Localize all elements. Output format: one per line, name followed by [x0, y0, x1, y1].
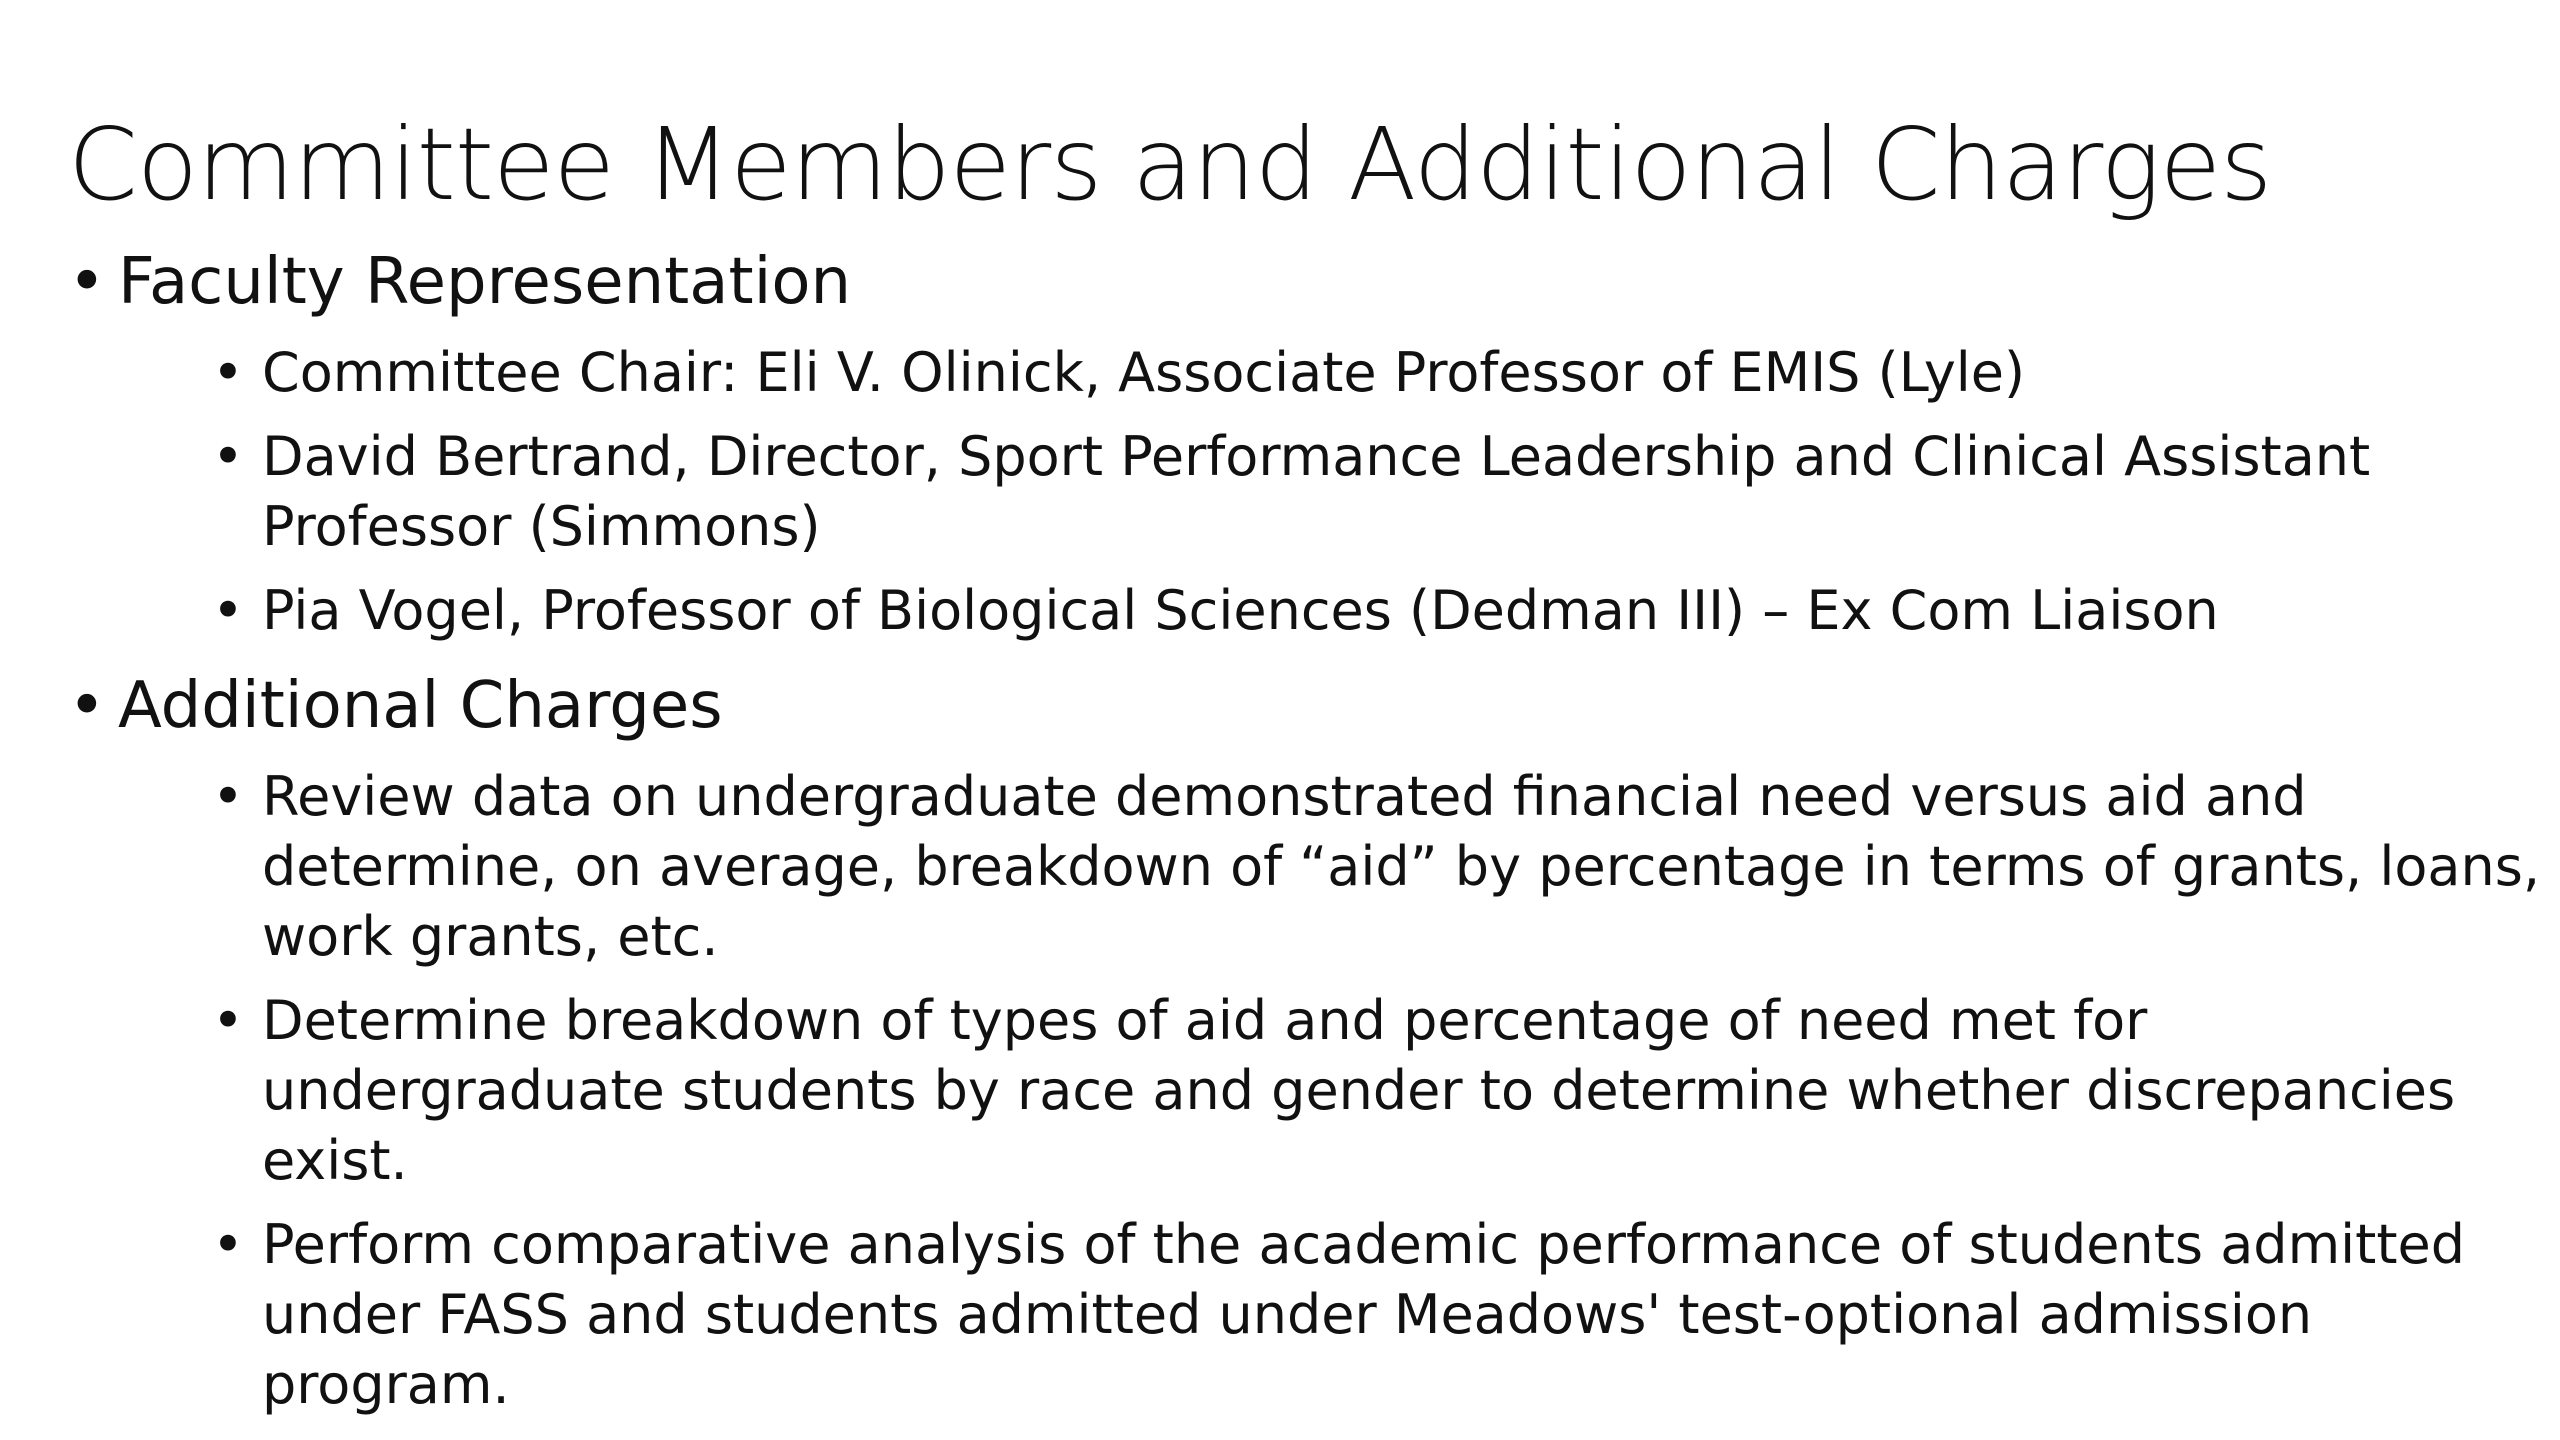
bullet-icon: • [68, 245, 106, 319]
list-item [212, 422, 2560, 562]
list-item-text: David Bertrand, Director, Sport Performance Leadership and Clinical Assistant Professor (Simmons) [262, 425, 2371, 558]
list-item-text: Perform comparative analysis of the academic performance of students admitted under FASS and students admitted under Meadows' test-optional admission program. [262, 1213, 2466, 1416]
bullet-icon: • [212, 1213, 244, 1276]
list-item [212, 762, 2560, 972]
section-heading-charges [68, 664, 2528, 748]
list-item [212, 986, 2560, 1196]
section-heading-text: Additional Charges [118, 669, 723, 743]
slide-body [68, 240, 2541, 1434]
slide-title: Committee Members and Additional Charges [68, 106, 2272, 223]
section-items-faculty [68, 338, 2528, 646]
section-heading-text: Faculty Representation [118, 245, 852, 319]
bullet-icon: • [212, 765, 244, 828]
bullet-icon: • [212, 425, 244, 488]
list-item [212, 338, 2560, 408]
list-item [212, 1210, 2560, 1420]
list-item-text: Review data on undergraduate demonstrated financial need versus aid and determine, on average, breakdown of “aid” by percentage in terms of grants, loans, work grants, etc. [262, 765, 2541, 968]
bullet-icon: • [212, 579, 244, 642]
list-item-text: Pia Vogel, Professor of Biological Sciences (Dedman III) – Ex Com Liaison [262, 579, 2219, 642]
list-item [212, 576, 2560, 646]
section-items-charges [68, 762, 2541, 1420]
list-item-text: Determine breakdown of types of aid and percentage of need met for undergraduate students by race and gender to determine whether discrepancies exist. [262, 989, 2456, 1192]
bullet-icon: • [68, 669, 106, 743]
section-heading-faculty [68, 240, 2528, 324]
list-item-text: Committee Chair: Eli V. Olinick, Associate Professor of EMIS (Lyle) [262, 341, 2026, 404]
bullet-icon: • [212, 989, 244, 1052]
bullet-icon: • [212, 341, 244, 404]
